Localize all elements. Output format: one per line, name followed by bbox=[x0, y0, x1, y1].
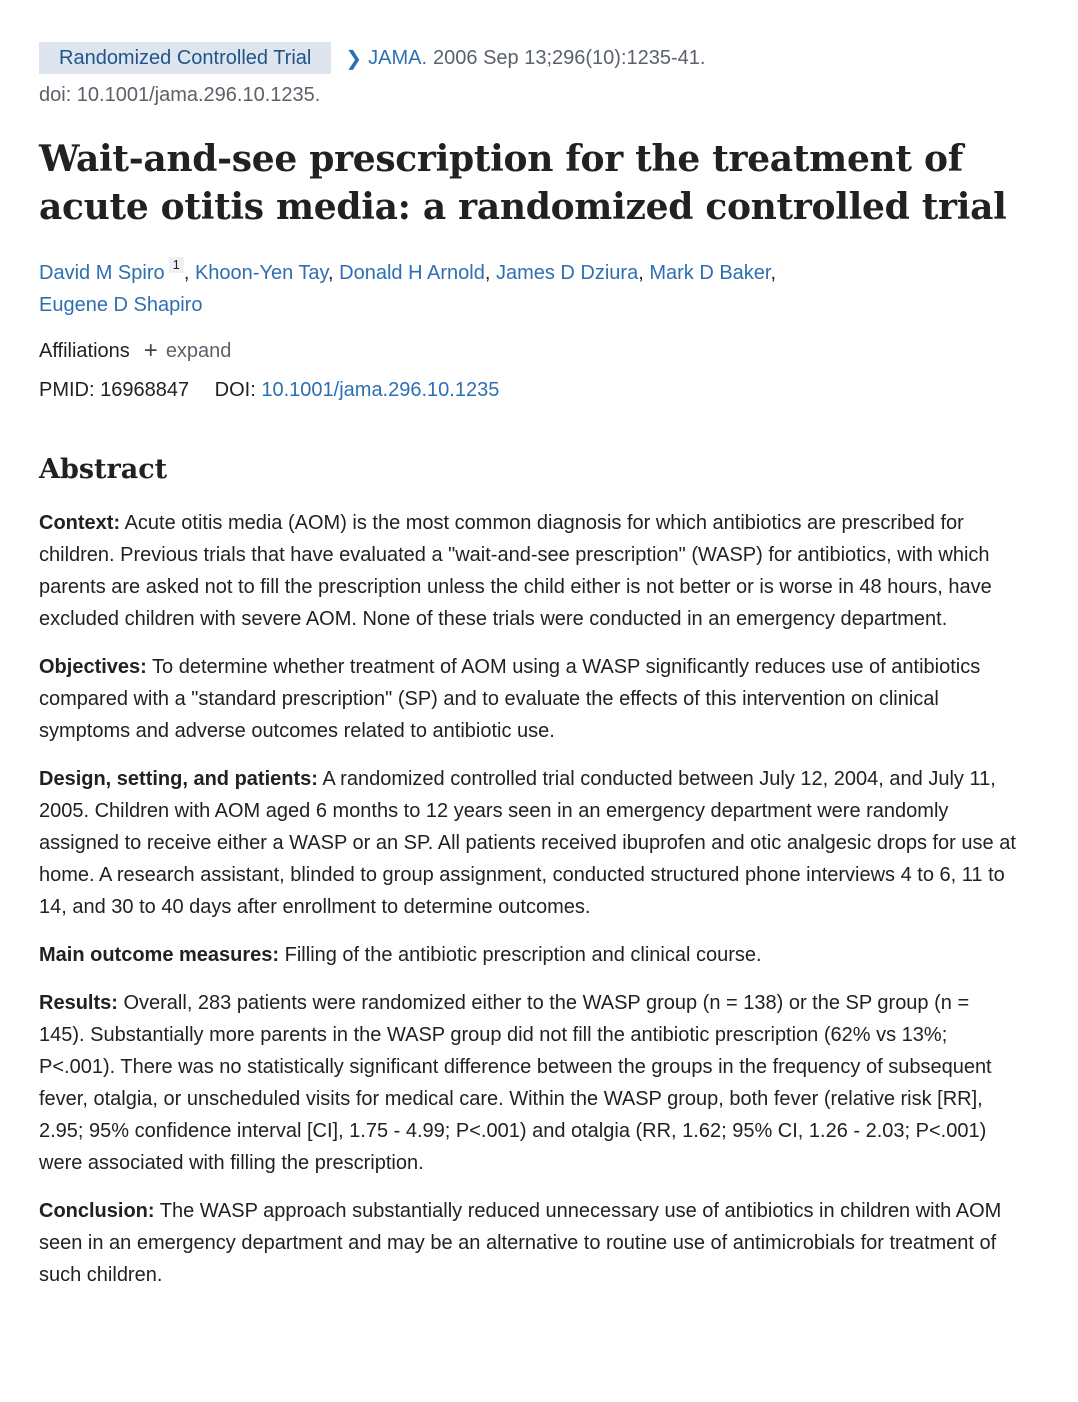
authors-list: David M Spiro 1 , Khoon-Yen Tay, Donald H Arnold, James D Dziura, Mark D Baker, Eugene D Shapiro bbox=[39, 257, 777, 316]
abstract-conclusion bbox=[39, 1195, 1019, 1291]
section-text: Acute otitis media (AOM) is the most common diagnosis for which antibiotics are prescribed for children. Previous trials that have evaluated a "wait-and-see prescription" (WASP) for antibiotics, with which parents are asked not to fill the prescription unless the child either is not better or is worse in 48 hours, have excluded children with severe AOM. None of these trials were conducted in an emergency department. bbox=[39, 512, 992, 630]
abstract-context bbox=[39, 507, 1019, 635]
affiliations-row bbox=[39, 337, 1019, 365]
abstract-results bbox=[39, 987, 1019, 1179]
abstract-design bbox=[39, 763, 1019, 923]
article-header bbox=[39, 42, 1019, 74]
publication-type-badge[interactable]: Randomized Controlled Trial bbox=[39, 42, 331, 74]
section-label: Design, setting, and patients: bbox=[39, 768, 318, 790]
author-link[interactable]: Mark D Baker bbox=[649, 262, 771, 284]
section-text: The WASP approach substantially reduced unnecessary use of antibiotics in children with AOM seen in an emergency department and may be an alternative to routine use of antimicrobials for treatment of such children. bbox=[39, 1200, 1002, 1286]
author-link[interactable]: David M Spiro bbox=[39, 262, 165, 284]
section-text: A randomized controlled trial conducted between July 12, 2004, and July 11, 2005. Children with AOM aged 6 months to 12 years seen in an emergency department were randomly assigned to receive either a WASP or an SP. All patients received ibuprofen and otic analgesic drops for use at home. A research assistant, blinded to group assignment, conducted structured phone interviews 4 to 6, 11 to 14, and 30 to 40 days after enrollment to determine outcomes. bbox=[39, 768, 1016, 918]
abstract-objectives bbox=[39, 651, 1019, 747]
abstract-main-outcome bbox=[39, 939, 1019, 971]
page-title: Wait-and-see prescription for the treatment of acute otitis media: a randomized controlled trial bbox=[39, 138, 1007, 228]
author-link[interactable]: Khoon-Yen Tay bbox=[194, 262, 329, 284]
section-label: Results: bbox=[39, 992, 118, 1014]
citation-doi: doi: 10.1001/jama.296.10.1235. bbox=[39, 84, 321, 106]
author-link[interactable]: James D Dziura bbox=[495, 262, 639, 284]
section-text: To determine whether treatment of AOM using a WASP significantly reduces use of antibiotics compared with a "standard prescription" (SP) and to evaluate the effects of this intervention on clinical symptoms and adverse outcomes related to antibiotic use. bbox=[39, 656, 981, 742]
doi-link[interactable]: 10.1001/jama.296.10.1235 bbox=[261, 379, 500, 401]
identifiers bbox=[39, 379, 1019, 402]
chevron-right-icon[interactable]: ❯ bbox=[345, 47, 363, 70]
expand-label: expand bbox=[165, 339, 232, 362]
section-text: Overall, 283 patients were randomized either to the WASP group (n = 138) or the SP group (n = 145). Substantially more parents in the WASP group did not fill the antibiotic prescription (62% vs 13%; P<.001). There was no statistically significant difference between the groups in the frequency of subsequent fever, otalgia, or unscheduled visits for medical care. Within the WASP group, both fever (relative risk [RR], 2.95; 95% confidence interval [CI], 1.75 - 4.99; P<.001) and otalgia (RR, 1.62; 95% CI, 1.26 - 2.03; P<.001) were associated with filling the prescription. bbox=[39, 992, 992, 1174]
doi-label: DOI: bbox=[214, 379, 256, 401]
section-label: Conclusion: bbox=[39, 1200, 155, 1222]
article-page bbox=[0, 42, 1019, 1291]
pmid-value: 16968847 bbox=[100, 379, 190, 401]
affiliations-label: Affiliations bbox=[39, 339, 130, 362]
journal-link[interactable]: JAMA. bbox=[368, 46, 428, 69]
affiliation-ref[interactable]: 1 bbox=[169, 257, 184, 273]
section-label: Main outcome measures: bbox=[39, 944, 280, 966]
pmid-label: PMID: bbox=[39, 379, 95, 401]
author-link[interactable]: Eugene D Shapiro bbox=[39, 294, 203, 316]
abstract-heading: Abstract bbox=[39, 454, 168, 485]
section-label: Objectives: bbox=[39, 656, 147, 678]
author-link[interactable]: Donald H Arnold bbox=[339, 262, 485, 284]
section-label: Context: bbox=[39, 512, 121, 534]
citation-text: 2006 Sep 13;296(10):1235-41. bbox=[433, 46, 706, 69]
section-text: Filling of the antibiotic prescription and clinical course. bbox=[284, 944, 762, 966]
journal-citation bbox=[345, 46, 705, 71]
plus-icon: + bbox=[143, 337, 158, 364]
affiliations-expand-button[interactable] bbox=[144, 337, 232, 365]
